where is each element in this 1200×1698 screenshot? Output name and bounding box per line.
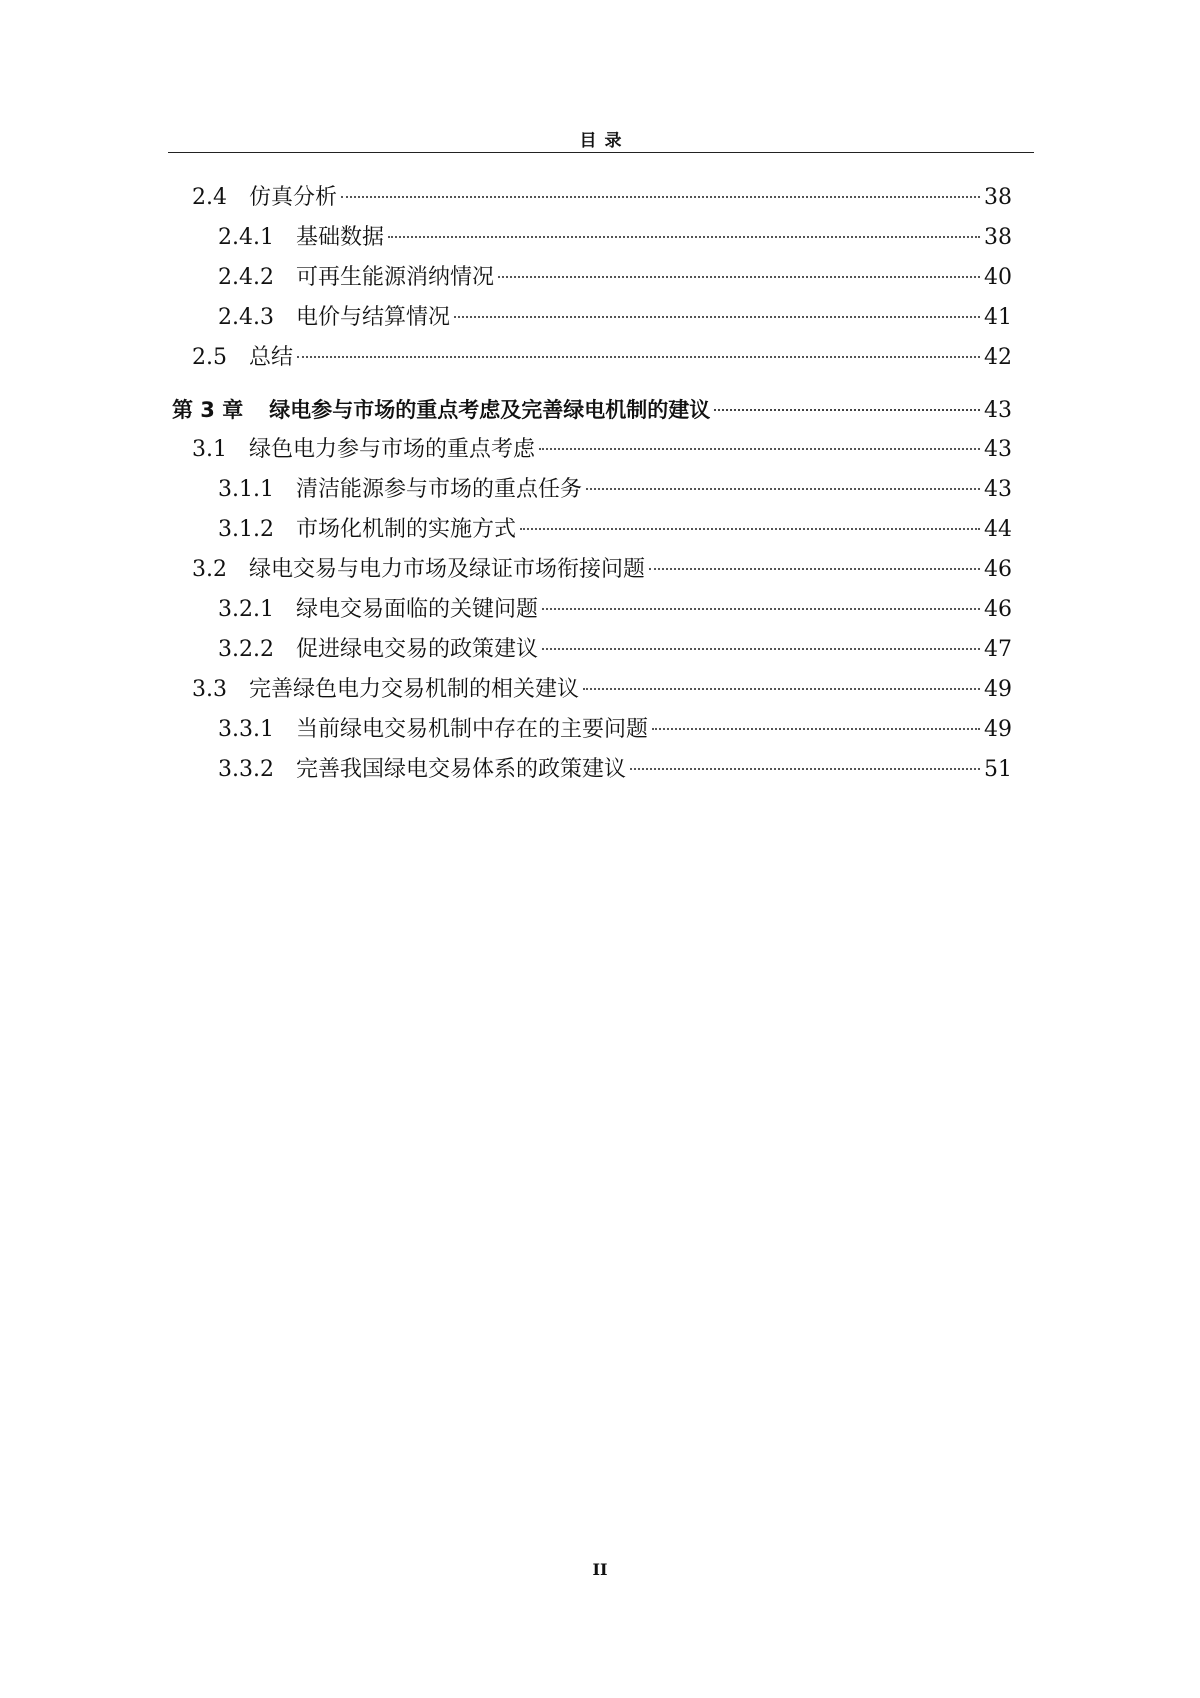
toc-entry-page: 46 (984, 597, 1012, 622)
toc-entry-title: 仿真分析 (249, 185, 338, 210)
toc-entry-title: 清洁能源参与市场的重点任务 (295, 477, 582, 502)
toc-dot-leader (454, 316, 980, 318)
toc-entry-title: 绿电参与市场的重点考虑及完善绿电机制的建议 (269, 398, 711, 422)
toc-entry-number: 3.2.2 (218, 637, 274, 662)
toc-entry[interactable] (172, 338, 1012, 378)
toc-entry-page: 40 (984, 265, 1012, 290)
toc-entry-title: 可再生能源消纳情况 (295, 265, 494, 290)
toc-dot-leader (630, 768, 980, 770)
toc-entry-page: 41 (984, 305, 1012, 330)
toc-entry-page: 51 (984, 757, 1012, 782)
toc-entry-number: 2.4 (192, 185, 227, 210)
toc-entry[interactable] (172, 470, 1012, 510)
toc-entry-number: 第 3 章 (172, 398, 244, 422)
toc-entry-page: 38 (984, 185, 1012, 210)
toc-entry[interactable] (172, 218, 1012, 258)
toc-dot-leader (714, 409, 980, 411)
toc-entry-title: 完善我国绿电交易体系的政策建议 (295, 757, 626, 782)
toc-entry-page: 47 (984, 637, 1012, 662)
toc-entry-title: 基础数据 (295, 225, 384, 250)
toc-chapter-entry[interactable] (172, 390, 1012, 430)
toc-entry[interactable] (172, 550, 1012, 590)
toc-entry[interactable] (172, 430, 1012, 470)
toc-entry-page: 38 (984, 225, 1012, 250)
toc-entry-title: 绿色电力参与市场的重点考虑 (249, 437, 536, 462)
toc-entry-number: 3.2.1 (218, 597, 274, 622)
toc-entry-number: 3.1 (192, 437, 227, 462)
toc-dot-leader (341, 196, 980, 198)
toc-entry-page: 46 (984, 557, 1012, 582)
toc-dot-leader (297, 356, 980, 358)
toc-entry-page: 43 (984, 437, 1012, 462)
toc-entry-title: 总结 (249, 345, 294, 370)
toc-entry-title: 绿电交易面临的关键问题 (295, 597, 538, 622)
toc-entry-number: 3.2 (192, 557, 227, 582)
toc-entry[interactable] (172, 630, 1012, 670)
toc-dot-leader (498, 276, 980, 278)
toc-entry[interactable] (172, 298, 1012, 338)
toc-dot-leader (520, 528, 980, 530)
toc-entry-page: 44 (984, 517, 1012, 542)
toc-entry-number: 2.4.1 (218, 225, 274, 250)
running-header (168, 124, 1034, 153)
toc-entry[interactable] (172, 178, 1012, 218)
toc-entry-page: 49 (984, 677, 1012, 702)
toc-dot-leader (542, 608, 980, 610)
toc-dot-leader (586, 488, 980, 490)
toc-dot-leader (649, 568, 980, 570)
toc-entry[interactable] (172, 590, 1012, 630)
toc-entry-number: 3.3 (192, 677, 227, 702)
toc-entry-page: 43 (984, 477, 1012, 502)
toc-entry-number: 3.1.2 (218, 517, 274, 542)
toc-dot-leader (583, 688, 980, 690)
toc-entry-title: 绿电交易与电力市场及绿证市场衔接问题 (249, 557, 646, 582)
toc-dot-leader (539, 448, 980, 450)
table-of-contents (172, 178, 1012, 790)
toc-entry-number: 3.3.1 (218, 717, 274, 742)
page-title: 目 录 (579, 131, 623, 151)
toc-entry[interactable] (172, 710, 1012, 750)
toc-entry-title: 电价与结算情况 (295, 305, 450, 330)
toc-entry[interactable] (172, 510, 1012, 550)
toc-dot-leader (388, 236, 980, 238)
toc-entry[interactable] (172, 670, 1012, 710)
toc-dot-leader (652, 728, 980, 730)
toc-entry-page: 42 (984, 345, 1012, 370)
toc-entry-title: 完善绿色电力交易机制的相关建议 (249, 677, 580, 702)
toc-entry-number: 3.3.2 (218, 757, 274, 782)
toc-dot-leader (542, 648, 980, 650)
toc-entry[interactable] (172, 750, 1012, 790)
toc-entry-number: 2.4.2 (218, 265, 274, 290)
page-number: II (592, 1560, 608, 1579)
toc-entry-title: 市场化机制的实施方式 (295, 517, 516, 542)
toc-entry-number: 3.1.1 (218, 477, 274, 502)
toc-entry[interactable] (172, 258, 1012, 298)
toc-entry-title: 促进绿电交易的政策建议 (295, 637, 538, 662)
toc-entry-title: 当前绿电交易机制中存在的主要问题 (295, 717, 648, 742)
toc-entry-number: 2.5 (192, 345, 227, 370)
toc-entry-page: 43 (984, 398, 1012, 423)
toc-entry-number: 2.4.3 (218, 305, 274, 330)
toc-entry-page: 49 (984, 717, 1012, 742)
